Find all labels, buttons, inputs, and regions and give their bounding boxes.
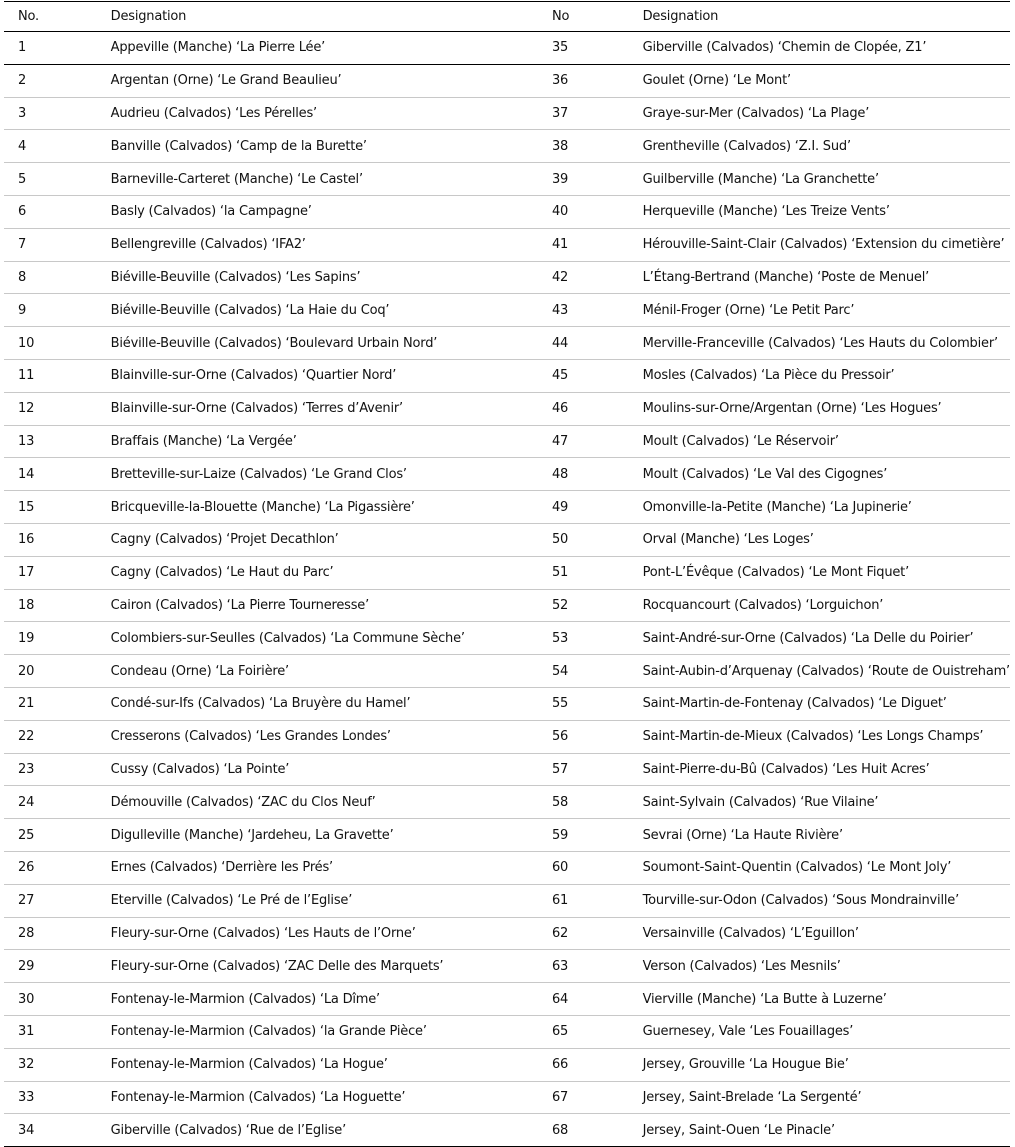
cell-designation-left: Eterville (Calvados) ‘Le Pré de l’Eglise’	[97, 884, 538, 917]
cell-no-left: 29	[4, 950, 97, 983]
cell-designation-right: Omonville-la-Petite (Manche) ‘La Jupinerie’	[629, 491, 1010, 524]
cell-designation-left: Audrieu (Calvados) ‘Les Pérelles’	[97, 97, 538, 130]
cell-designation-right: Tourville-sur-Odon (Calvados) ‘Sous Mondrainville’	[629, 884, 1010, 917]
cell-designation-left: Fleury-sur-Orne (Calvados) ‘ZAC Delle des Marquets’	[97, 950, 538, 983]
table-row	[4, 261, 1010, 294]
table-row	[4, 32, 1010, 65]
cell-designation-right: Pont-L’Évêque (Calvados) ‘Le Mont Fiquet’	[629, 556, 1010, 589]
cell-no-right: 37	[538, 97, 629, 130]
cell-no-right: 50	[538, 523, 629, 556]
cell-designation-right: Guilberville (Manche) ‘La Granchette’	[629, 163, 1010, 196]
cell-no-left: 26	[4, 851, 97, 884]
cell-no-left: 1	[4, 32, 97, 65]
cell-no-right: 35	[538, 32, 629, 65]
cell-designation-right: Goulet (Orne) ‘Le Mont’	[629, 64, 1010, 97]
cell-designation-left: Colombiers-sur-Seulles (Calvados) ‘La Commune Sèche’	[97, 622, 538, 655]
cell-no-left: 10	[4, 327, 97, 360]
cell-designation-left: Cagny (Calvados) ‘Projet Decathlon’	[97, 523, 538, 556]
cell-designation-right: Saint-André-sur-Orne (Calvados) ‘La Delle du Poirier’	[629, 622, 1010, 655]
cell-designation-right: Soumont-Saint-Quentin (Calvados) ‘Le Mont Joly’	[629, 851, 1010, 884]
cell-designation-right: L’Étang-Bertrand (Manche) ‘Poste de Menuel’	[629, 261, 1010, 294]
cell-no-right: 38	[538, 130, 629, 163]
header-designation-right: Designation	[629, 2, 1010, 32]
table-row	[4, 1048, 1010, 1081]
table-row	[4, 917, 1010, 950]
cell-designation-right: Graye-sur-Mer (Calvados) ‘La Plage’	[629, 97, 1010, 130]
cell-no-right: 54	[538, 655, 629, 688]
cell-designation-left: Cairon (Calvados) ‘La Pierre Tourneresse’	[97, 589, 538, 622]
cell-designation-left: Digulleville (Manche) ‘Jardeheu, La Gravette’	[97, 819, 538, 852]
cell-designation-right: Orval (Manche) ‘Les Loges’	[629, 523, 1010, 556]
table-row	[4, 523, 1010, 556]
table-row	[4, 884, 1010, 917]
table-body	[4, 32, 1010, 1147]
cell-designation-left: Banville (Calvados) ‘Camp de la Burette’	[97, 130, 538, 163]
table-row	[4, 294, 1010, 327]
cell-no-left: 13	[4, 425, 97, 458]
cell-no-left: 4	[4, 130, 97, 163]
cell-no-left: 20	[4, 655, 97, 688]
cell-designation-left: Biéville-Beuville (Calvados) ‘La Haie du Coq’	[97, 294, 538, 327]
table-row	[4, 786, 1010, 819]
cell-designation-right: Vierville (Manche) ‘La Butte à Luzerne’	[629, 983, 1010, 1016]
cell-designation-right: Moulins-sur-Orne/Argentan (Orne) ‘Les Hogues’	[629, 392, 1010, 425]
table-row	[4, 851, 1010, 884]
cell-no-left: 32	[4, 1048, 97, 1081]
table-row	[4, 1114, 1010, 1147]
cell-designation-left: Cagny (Calvados) ‘Le Haut du Parc’	[97, 556, 538, 589]
cell-designation-left: Fontenay-le-Marmion (Calvados) ‘la Grande Pièce’	[97, 1015, 538, 1048]
cell-no-right: 51	[538, 556, 629, 589]
cell-no-right: 41	[538, 228, 629, 261]
cell-designation-right: Saint-Martin-de-Mieux (Calvados) ‘Les Longs Champs’	[629, 720, 1010, 753]
cell-no-right: 52	[538, 589, 629, 622]
cell-designation-left: Appeville (Manche) ‘La Pierre Lée’	[97, 32, 538, 65]
header-row	[4, 2, 1010, 32]
table-row	[4, 97, 1010, 130]
table-row	[4, 983, 1010, 1016]
cell-designation-right: Saint-Sylvain (Calvados) ‘Rue Vilaine’	[629, 786, 1010, 819]
table-row	[4, 425, 1010, 458]
cell-designation-left: Biéville-Beuville (Calvados) ‘Les Sapins’	[97, 261, 538, 294]
cell-designation-right: Saint-Martin-de-Fontenay (Calvados) ‘Le Diguet’	[629, 687, 1010, 720]
table-row	[4, 163, 1010, 196]
cell-no-left: 24	[4, 786, 97, 819]
cell-no-right: 44	[538, 327, 629, 360]
cell-no-right: 49	[538, 491, 629, 524]
cell-designation-left: Braffais (Manche) ‘La Vergée’	[97, 425, 538, 458]
cell-designation-left: Basly (Calvados) ‘la Campagne’	[97, 195, 538, 228]
cell-no-right: 53	[538, 622, 629, 655]
table-row	[4, 491, 1010, 524]
table-row	[4, 687, 1010, 720]
header-no-right: No	[538, 2, 629, 32]
table-row	[4, 819, 1010, 852]
table-row	[4, 556, 1010, 589]
cell-no-left: 34	[4, 1114, 97, 1147]
cell-no-left: 9	[4, 294, 97, 327]
cell-designation-right: Versainville (Calvados) ‘L’Eguillon’	[629, 917, 1010, 950]
cell-designation-left: Cussy (Calvados) ‘La Pointe’	[97, 753, 538, 786]
cell-designation-left: Biéville-Beuville (Calvados) ‘Boulevard Urbain Nord’	[97, 327, 538, 360]
table-row	[4, 195, 1010, 228]
cell-no-right: 60	[538, 851, 629, 884]
table-row	[4, 228, 1010, 261]
table-row	[4, 1015, 1010, 1048]
sites-table	[4, 1, 1010, 1147]
cell-no-right: 58	[538, 786, 629, 819]
cell-no-left: 5	[4, 163, 97, 196]
table-row	[4, 753, 1010, 786]
cell-no-left: 11	[4, 359, 97, 392]
cell-designation-right: Ménil-Froger (Orne) ‘Le Petit Parc’	[629, 294, 1010, 327]
cell-designation-left: Bretteville-sur-Laize (Calvados) ‘Le Grand Clos’	[97, 458, 538, 491]
cell-no-right: 55	[538, 687, 629, 720]
cell-no-right: 43	[538, 294, 629, 327]
table-header	[4, 2, 1010, 32]
table-row	[4, 327, 1010, 360]
cell-no-left: 25	[4, 819, 97, 852]
cell-designation-left: Bellengreville (Calvados) ‘IFA2’	[97, 228, 538, 261]
cell-no-right: 42	[538, 261, 629, 294]
cell-designation-right: Jersey, Saint-Brelade ‘La Sergenté’	[629, 1081, 1010, 1114]
cell-designation-right: Rocquancourt (Calvados) ‘Lorguichon’	[629, 589, 1010, 622]
cell-designation-right: Sevrai (Orne) ‘La Haute Rivière’	[629, 819, 1010, 852]
cell-designation-left: Fleury-sur-Orne (Calvados) ‘Les Hauts de l’Orne’	[97, 917, 538, 950]
table-row	[4, 622, 1010, 655]
cell-no-right: 45	[538, 359, 629, 392]
cell-no-left: 33	[4, 1081, 97, 1114]
cell-designation-right: Jersey, Grouville ‘La Hougue Bie’	[629, 1048, 1010, 1081]
cell-no-left: 27	[4, 884, 97, 917]
cell-no-left: 18	[4, 589, 97, 622]
cell-no-right: 68	[538, 1114, 629, 1147]
cell-no-left: 22	[4, 720, 97, 753]
cell-designation-left: Condeau (Orne) ‘La Foirière’	[97, 655, 538, 688]
cell-no-right: 57	[538, 753, 629, 786]
cell-no-left: 19	[4, 622, 97, 655]
cell-no-right: 66	[538, 1048, 629, 1081]
cell-designation-left: Cresserons (Calvados) ‘Les Grandes Londes’	[97, 720, 538, 753]
cell-designation-right: Hérouville-Saint-Clair (Calvados) ‘Extension du cimetière’	[629, 228, 1010, 261]
cell-designation-left: Fontenay-le-Marmion (Calvados) ‘La Dîme’	[97, 983, 538, 1016]
cell-no-left: 12	[4, 392, 97, 425]
cell-designation-right: Guernesey, Vale ‘Les Fouaillages’	[629, 1015, 1010, 1048]
cell-designation-left: Fontenay-le-Marmion (Calvados) ‘La Hogue’	[97, 1048, 538, 1081]
cell-no-left: 28	[4, 917, 97, 950]
cell-no-right: 61	[538, 884, 629, 917]
cell-no-right: 47	[538, 425, 629, 458]
cell-designation-right: Moult (Calvados) ‘Le Réservoir’	[629, 425, 1010, 458]
cell-no-left: 31	[4, 1015, 97, 1048]
cell-no-left: 8	[4, 261, 97, 294]
table-row	[4, 64, 1010, 97]
cell-designation-left: Ernes (Calvados) ‘Derrière les Prés’	[97, 851, 538, 884]
table-row	[4, 950, 1010, 983]
cell-no-left: 21	[4, 687, 97, 720]
table-row	[4, 1081, 1010, 1114]
header-no-left: No.	[4, 2, 97, 32]
cell-designation-left: Blainville-sur-Orne (Calvados) ‘Quartier Nord’	[97, 359, 538, 392]
table-row	[4, 359, 1010, 392]
cell-no-left: 7	[4, 228, 97, 261]
cell-no-left: 15	[4, 491, 97, 524]
cell-designation-left: Argentan (Orne) ‘Le Grand Beaulieu’	[97, 64, 538, 97]
cell-designation-left: Condé-sur-Ifs (Calvados) ‘La Bruyère du Hamel’	[97, 687, 538, 720]
table-row	[4, 130, 1010, 163]
cell-no-right: 65	[538, 1015, 629, 1048]
cell-designation-left: Barneville-Carteret (Manche) ‘Le Castel’	[97, 163, 538, 196]
table-row	[4, 458, 1010, 491]
cell-designation-left: Fontenay-le-Marmion (Calvados) ‘La Hoguette’	[97, 1081, 538, 1114]
cell-designation-right: Verson (Calvados) ‘Les Mesnils’	[629, 950, 1010, 983]
cell-designation-right: Grentheville (Calvados) ‘Z.I. Sud’	[629, 130, 1010, 163]
cell-no-right: 46	[538, 392, 629, 425]
cell-no-left: 6	[4, 195, 97, 228]
table-row	[4, 589, 1010, 622]
cell-no-left: 23	[4, 753, 97, 786]
cell-no-right: 67	[538, 1081, 629, 1114]
cell-designation-right: Jersey, Saint-Ouen ‘Le Pinacle’	[629, 1114, 1010, 1147]
cell-designation-left: Démouville (Calvados) ‘ZAC du Clos Neuf’	[97, 786, 538, 819]
cell-designation-right: Saint-Aubin-d’Arquenay (Calvados) ‘Route de Ouistreham’	[629, 655, 1010, 688]
cell-no-right: 62	[538, 917, 629, 950]
cell-no-right: 59	[538, 819, 629, 852]
table-row	[4, 655, 1010, 688]
cell-no-right: 39	[538, 163, 629, 196]
cell-no-left: 17	[4, 556, 97, 589]
table-row	[4, 720, 1010, 753]
cell-no-left: 30	[4, 983, 97, 1016]
cell-designation-left: Giberville (Calvados) ‘Rue de l’Eglise’	[97, 1114, 538, 1147]
cell-no-left: 16	[4, 523, 97, 556]
cell-designation-right: Mosles (Calvados) ‘La Pièce du Pressoir’	[629, 359, 1010, 392]
cell-no-right: 63	[538, 950, 629, 983]
header-designation-left: Designation	[97, 2, 538, 32]
cell-no-right: 36	[538, 64, 629, 97]
cell-no-left: 3	[4, 97, 97, 130]
cell-designation-left: Blainville-sur-Orne (Calvados) ‘Terres d’Avenir’	[97, 392, 538, 425]
cell-designation-left: Bricqueville-la-Blouette (Manche) ‘La Pigassière’	[97, 491, 538, 524]
cell-no-right: 64	[538, 983, 629, 1016]
cell-no-left: 14	[4, 458, 97, 491]
cell-no-right: 56	[538, 720, 629, 753]
cell-designation-right: Moult (Calvados) ‘Le Val des Cigognes’	[629, 458, 1010, 491]
cell-no-right: 40	[538, 195, 629, 228]
cell-no-left: 2	[4, 64, 97, 97]
cell-designation-right: Merville-Franceville (Calvados) ‘Les Hauts du Colombier’	[629, 327, 1010, 360]
table-row	[4, 392, 1010, 425]
cell-designation-right: Herqueville (Manche) ‘Les Treize Vents’	[629, 195, 1010, 228]
cell-no-right: 48	[538, 458, 629, 491]
cell-designation-right: Saint-Pierre-du-Bû (Calvados) ‘Les Huit Acres’	[629, 753, 1010, 786]
cell-designation-right: Giberville (Calvados) ‘Chemin de Clopée, Z1’	[629, 32, 1010, 65]
